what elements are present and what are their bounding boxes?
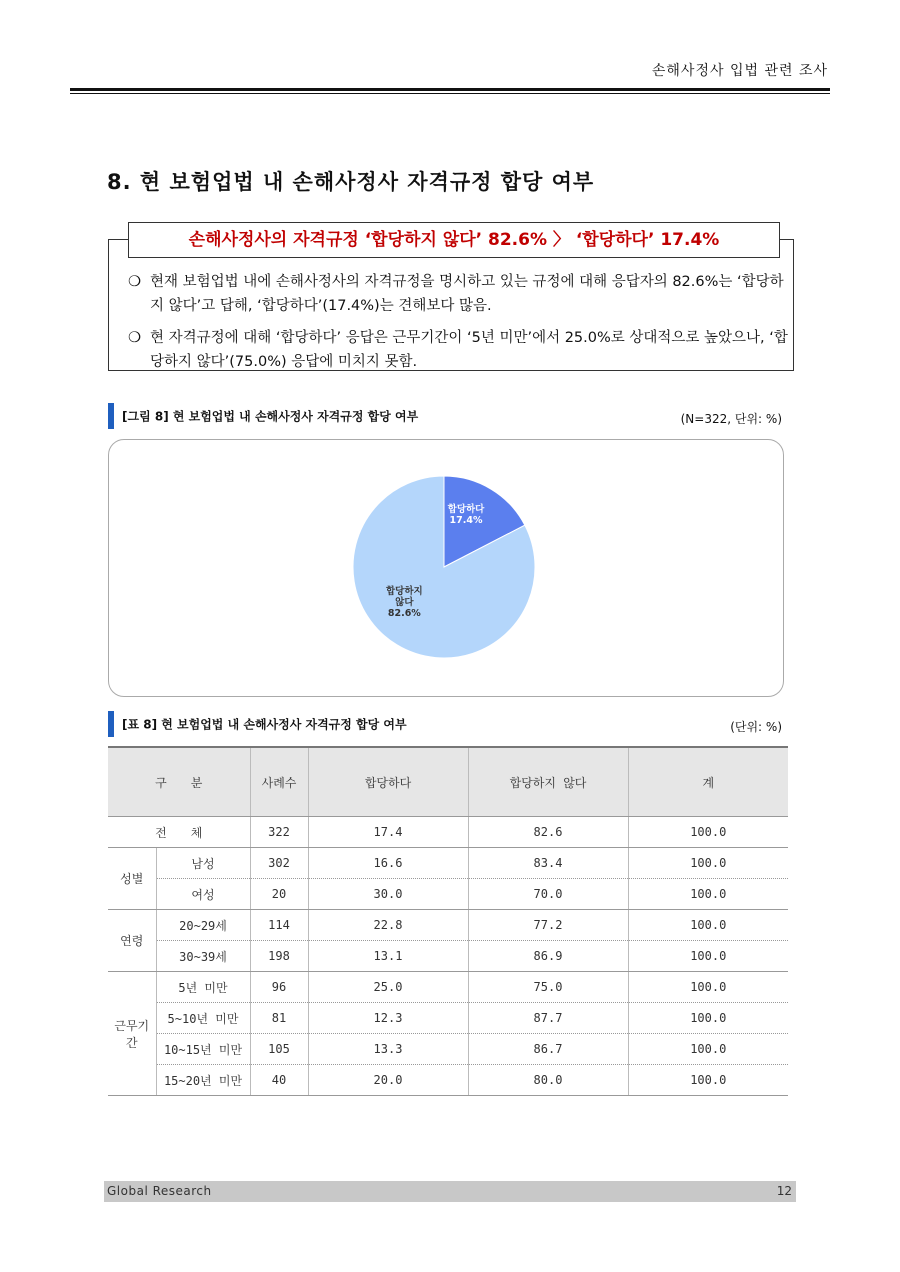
- summary-bullet: [128, 270, 788, 318]
- cell-yes: 25.0: [308, 972, 468, 1003]
- cell-total: 100.0: [628, 879, 788, 910]
- pie-chart: [108, 439, 784, 697]
- row-label: 15~20년 미만: [156, 1065, 250, 1096]
- header-rule-thin: [70, 93, 830, 94]
- row-label: 5~10년 미만: [156, 1003, 250, 1034]
- cell-n: 81: [250, 1003, 308, 1034]
- cell-yes: 12.3: [308, 1003, 468, 1034]
- row-label: 여성: [156, 879, 250, 910]
- pie-slice-label-0: [447, 503, 486, 526]
- cell-n: 114: [250, 910, 308, 941]
- cell-no: 82.6: [468, 817, 628, 848]
- cell-n: 322: [250, 817, 308, 848]
- cell-no: 86.9: [468, 941, 628, 972]
- row-label: 10~15년 미만: [156, 1034, 250, 1065]
- header-no: 합당하지 않다: [468, 747, 628, 817]
- cell-total: 100.0: [628, 941, 788, 972]
- results-table: [108, 746, 788, 1096]
- cell-no: 87.7: [468, 1003, 628, 1034]
- header-group: 구 분: [108, 747, 250, 817]
- header-total: 계: [628, 747, 788, 817]
- pie-label-line: 합당하지: [385, 585, 423, 597]
- row-label: 남성: [156, 848, 250, 879]
- cell-no: 75.0: [468, 972, 628, 1003]
- cell-total: 100.0: [628, 910, 788, 941]
- summary-bullets: [128, 270, 788, 382]
- cell-yes: 13.1: [308, 941, 468, 972]
- cell-n: 40: [250, 1065, 308, 1096]
- row-label: 전 체: [108, 817, 250, 848]
- group-label: 연령: [108, 910, 156, 972]
- cell-no: 77.2: [468, 910, 628, 941]
- cell-yes: 17.4: [308, 817, 468, 848]
- pie-label-line: 합당하다: [447, 504, 485, 516]
- cell-no: 86.7: [468, 1034, 628, 1065]
- cell-n: 20: [250, 879, 308, 910]
- header-rule: [70, 88, 830, 91]
- row-label: 30~39세: [156, 941, 250, 972]
- cell-total: 100.0: [628, 1065, 788, 1096]
- header-yes: 합당하다: [308, 747, 468, 817]
- bullet-text: 현재 보험업법 내에 손해사정사의 자격규정을 명시하고 있는 규정에 대해 응답자의 82.6%는 ‘합당하지 않다’고 답해, ‘합당하다’(17.4%)는 견해보다 많음.: [150, 274, 784, 314]
- table-row: [108, 879, 788, 910]
- cell-total: 100.0: [628, 1034, 788, 1065]
- cell-total: 100.0: [628, 1003, 788, 1034]
- section-title: 8. 현 보험업법 내 손해사정사 자격규정 합당 여부: [107, 170, 595, 194]
- header-title: 손해사정사 입법 관련 조사: [651, 63, 828, 79]
- table-row: [108, 910, 788, 941]
- table-unit: (단위: %): [730, 720, 782, 734]
- table-caption: [108, 711, 407, 737]
- summary-bullet: [128, 326, 788, 374]
- header-n: 사례수: [250, 747, 308, 817]
- page-number: 12: [776, 1184, 792, 1198]
- group-label: 근무기간: [108, 972, 156, 1096]
- table-row: [108, 972, 788, 1003]
- caption-bar: [108, 403, 114, 429]
- figure-caption-text: [그림 8] 현 보험업법 내 손해사정사 자격규정 합당 여부: [122, 409, 419, 424]
- table-row: [108, 1065, 788, 1096]
- circle-bullet-icon: ❍: [128, 274, 141, 290]
- table-row: [108, 1034, 788, 1065]
- pie-label-line: 82.6%: [387, 607, 421, 619]
- cell-no: 80.0: [468, 1065, 628, 1096]
- cell-yes: 30.0: [308, 879, 468, 910]
- cell-no: 70.0: [468, 879, 628, 910]
- cell-total: 100.0: [628, 817, 788, 848]
- table-header-row: [108, 747, 788, 817]
- footer-label: Global Research: [107, 1184, 212, 1198]
- cell-total: 100.0: [628, 848, 788, 879]
- table-row: [108, 1003, 788, 1034]
- cell-yes: 20.0: [308, 1065, 468, 1096]
- pie-label-line: 17.4%: [449, 515, 483, 527]
- table-row: [108, 941, 788, 972]
- row-label: 5년 미만: [156, 972, 250, 1003]
- cell-n: 96: [250, 972, 308, 1003]
- row-label: 20~29세: [156, 910, 250, 941]
- cell-yes: 16.6: [308, 848, 468, 879]
- table-row: [108, 848, 788, 879]
- table-caption-text: [표 8] 현 보험업법 내 손해사정사 자격규정 합당 여부: [122, 717, 407, 732]
- cell-n: 198: [250, 941, 308, 972]
- cell-total: 100.0: [628, 972, 788, 1003]
- group-label: 성별: [108, 848, 156, 910]
- circle-bullet-icon: ❍: [128, 330, 141, 346]
- cell-yes: 13.3: [308, 1034, 468, 1065]
- figure-unit: (N=322, 단위: %): [680, 412, 782, 426]
- summary-banner: 손해사정사의 자격규정 ‘합당하지 않다’ 82.6% 〉 ‘합당하다’ 17.4%: [128, 222, 780, 258]
- table-row: [108, 817, 788, 848]
- pie-label-line: 않다: [395, 596, 414, 608]
- cell-n: 302: [250, 848, 308, 879]
- cell-yes: 22.8: [308, 910, 468, 941]
- cell-no: 83.4: [468, 848, 628, 879]
- caption-bar: [108, 711, 114, 737]
- cell-n: 105: [250, 1034, 308, 1065]
- bullet-text: 현 자격규정에 대해 ‘합당하다’ 응답은 근무기간이 ‘5년 미만’에서 25.0%로 상대적으로 높았으나, ‘합당하지 않다’(75.0%) 응답에 미치지 못함.: [150, 330, 788, 370]
- figure-caption: [108, 403, 418, 429]
